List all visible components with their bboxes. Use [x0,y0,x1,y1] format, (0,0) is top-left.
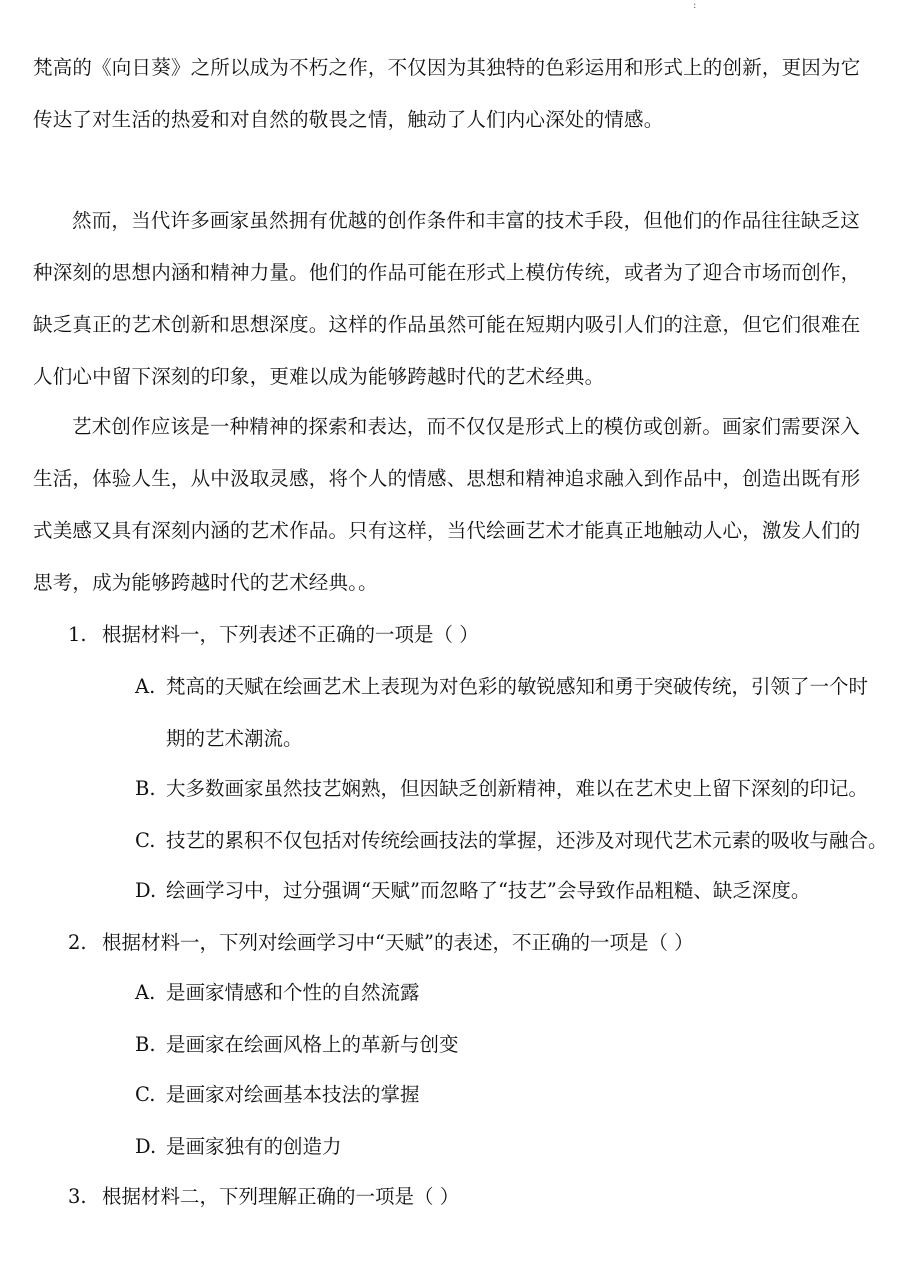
question-number: 3. [68,1185,87,1208]
option-letter: D. [135,1135,157,1158]
option-letter: D. [135,879,157,902]
question-2-option-d [135,1134,342,1160]
paragraph-3-line-2: 生活，体验人生，从中汲取灵感，将个人的情感、思想和精神追求融入到作品中，创造出既有形 [33,467,861,490]
question-stem: 根据材料一，下列对绘画学习中“天赋”的表述，不正确的一项是（ ） [102,931,694,954]
paragraph-1-line-1: 梵高的《向日葵》之所以成为不朽之作，不仅因为其独特的色彩运用和形式上的创新，更因为它 [33,56,861,79]
option-letter: C. [135,829,156,852]
question-1-option-b [135,776,868,802]
question-1-option-a-line-2: 期的艺术潮流。 [166,727,303,750]
option-letter: B. [135,777,156,800]
option-letter: B. [135,1033,156,1056]
question-number: 2. [68,931,87,954]
paragraph-2-line-4: 人们心中留下深刻的印象，更难以成为能够跨越时代的艺术经典。 [33,365,605,388]
question-2-option-b [135,1032,459,1058]
option-text: 是画家情感和个性的自然流露 [166,981,420,1004]
paragraph-2-line-3: 缺乏真正的艺术创新和思想深度。这样的作品虽然可能在短期内吸引人们的注意，但它们很难在 [33,313,861,336]
question-1-option-c [135,828,888,854]
question-3 [68,1184,459,1210]
option-text: 梵高的天赋在绘画艺术上表现为对色彩的敏锐感知和勇于突破传统，引领了一个时 [166,675,869,698]
paragraph-1-line-2: 传达了对生活的热爱和对自然的敬畏之情，触动了人们内心深处的情感。 [33,108,664,131]
option-letter: A. [135,981,156,1004]
option-text: 是画家在绘画风格上的革新与创变 [166,1033,459,1056]
option-letter: C. [135,1083,156,1106]
question-2 [68,930,694,956]
question-1-option-d [135,878,810,904]
option-text: 是画家对绘画基本技法的掌握 [166,1083,420,1106]
question-stem: 根据材料二，下列理解正确的一项是（ ） [102,1185,460,1208]
paragraph-3-line-1: 艺术创作应该是一种精神的探索和表达，而不仅仅是形式上的模仿或创新。画家们需要深入 [72,415,861,438]
option-text: 技艺的累积不仅包括对传统绘画技法的掌握，还涉及对现代艺术元素的吸收与融合。 [166,829,888,852]
option-text: 是画家独有的创造力 [166,1135,342,1158]
option-text: 大多数画家虽然技艺娴熟，但因缺乏创新精神，难以在艺术史上留下深刻的印记。 [166,777,869,800]
question-1 [68,622,479,648]
paragraph-3-line-3: 式美感又具有深刻内涵的艺术作品。只有这样，当代绘画艺术才能真正地触动人心，激发人们的 [33,519,861,542]
question-number: 1. [68,623,87,646]
header-mark: : [693,0,697,11]
paragraph-3-line-4: 思考，成为能够跨越时代的艺术经典。。 [33,571,378,594]
option-text: 绘画学习中，过分强调“天赋”而忽略了“技艺”会导致作品粗糙、缺乏深度。 [166,879,811,902]
option-letter: A. [135,675,156,698]
paragraph-2-line-2: 种深刻的思想内涵和精神力量。他们的作品可能在形式上模仿传统，或者为了迎合市场而创作， [33,261,861,284]
question-stem: 根据材料一，下列表述不正确的一项是（ ） [102,623,479,646]
question-2-option-a [135,980,420,1006]
question-2-option-c [135,1082,420,1108]
paragraph-2-line-1: 然而，当代许多画家虽然拥有优越的创作条件和丰富的技术手段，但他们的作品往往缺乏这 [72,209,861,232]
question-1-option-a [135,674,868,700]
